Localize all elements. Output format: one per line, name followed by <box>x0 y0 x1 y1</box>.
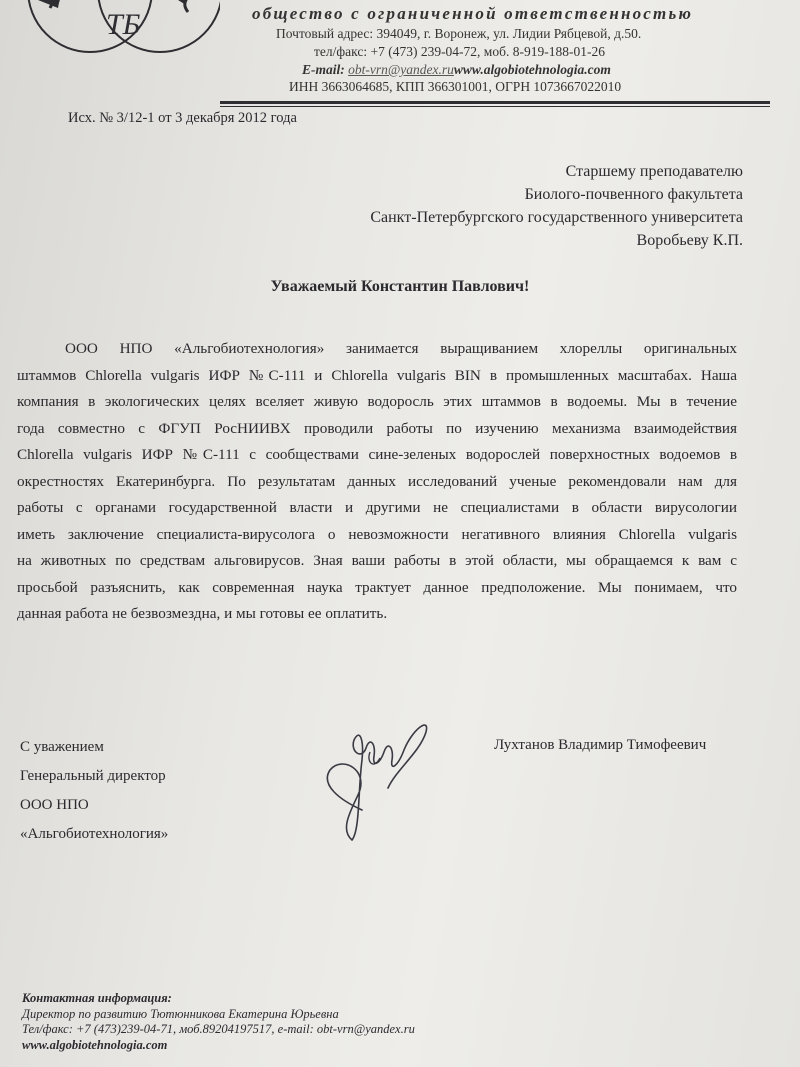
company-type: общество с ограниченной ответственностью <box>252 4 694 23</box>
addressee-line: Воробьеву К.П. <box>636 232 743 249</box>
addressee-block <box>370 160 743 252</box>
letterhead-divider <box>220 101 770 104</box>
addressee-line: Санкт-Петербургского государственного университета <box>370 209 743 226</box>
logo-letters: ТБ <box>106 8 141 41</box>
addressee-line: Старшему преподавателю <box>565 163 743 180</box>
closing-line: ООО НПО <box>20 797 89 813</box>
signer-name: Лухтанов Владимир Тимофеевич <box>494 737 707 753</box>
body-line: компания в экологических целях вселяет живую водоросль этих штаммов в водоемы. Мы в течение <box>17 393 737 410</box>
footer-contacts-line: Тел/факс: +7 (473)239-04-71, моб.89204197517, e-mail: obt-vrn@yandex.ru <box>22 1022 415 1036</box>
footer-website[interactable]: www.algobiotehnologia.com <box>22 1037 168 1052</box>
footer-heading: Контактная информация: <box>22 991 172 1005</box>
body-line: окрестностях Екатеринбурга. По результатам данных исследований ученые рекомендовали нам для <box>17 472 737 490</box>
closing-block <box>20 733 168 849</box>
body-line: просьбой разъяснить, как современная наука трактует данное предположение. Мы понимаем, что <box>17 578 737 596</box>
company-logo <box>20 0 220 70</box>
body-line: данная работа не безвозмездна, и мы готовы ее оплатить. <box>17 605 388 622</box>
company-requisites: ИНН 3663064685, КПП 366301001, ОГРН 1073667022010 <box>289 79 622 94</box>
body-line: ООО НПО «Альгобиотехнология» занимается выращиванием хлореллы оригинальных <box>65 340 737 357</box>
letter-body <box>17 336 737 628</box>
body-line: года совместно с ФГУП РосНИИВХ проводили работы по изучению механизма взаимодействия <box>17 419 737 437</box>
body-line: Chlorella vulgaris ИФР №С-111 с сообществами сине-зеленых водорослей поверхностных водоемов в <box>17 446 737 463</box>
salutation: Уважаемый Константин Павлович! <box>270 278 530 295</box>
website-link[interactable]: www.algobiotehnologia.com <box>453 62 611 77</box>
phone-line: тел/факс: +7 (473) 239-04-72, моб. 8-919-188-01-26 <box>314 44 605 59</box>
postal-address: Почтовый адрес: 394049, г. Воронеж, ул. Лидии Рябцевой, д.50. <box>276 26 642 41</box>
body-line: работы с органами государственной власти и другими не специалистами в области вирусологии <box>17 499 737 516</box>
email-line <box>302 62 611 78</box>
addressee-line: Биолого-почвенного факультета <box>524 186 743 203</box>
body-line: на животных по средствам альговирусов. Зная ваши работы в этой области, мы обращаемся к вам с <box>17 552 737 569</box>
outgoing-number: Исх. № 3/12-1 от 3 декабря 2012 года <box>68 110 297 126</box>
footer-contacts <box>22 991 415 1053</box>
handwritten-signature <box>300 700 450 850</box>
footer-director: Директор по развитию Тютюнникова Екатерина Юрьевна <box>22 1006 339 1021</box>
email-link[interactable]: obt-vrn@yandex.ru <box>348 62 454 77</box>
closing-line: С уважением <box>20 739 104 755</box>
closing-line: «Альгобиотехнология» <box>20 826 169 842</box>
body-line: иметь заключение специалиста-вирусолога о невозможности негативного влияния Chlorella vulgaris <box>17 525 737 543</box>
letterhead-divider-thin <box>220 106 770 107</box>
body-line: штаммов Chlorella vulgaris ИФР №С-111 и Chlorella vulgaris BIN в промышленных масштабах. Наша <box>17 366 737 384</box>
closing-line: Генеральный директор <box>20 768 166 784</box>
email-label: E-mail: <box>302 62 349 77</box>
